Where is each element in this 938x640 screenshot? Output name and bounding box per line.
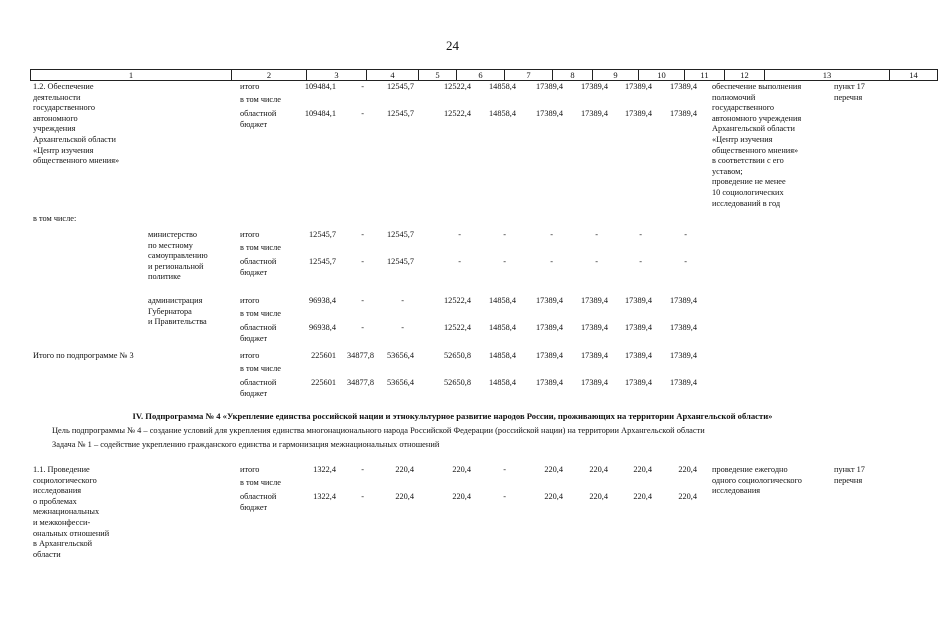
value-itogo: 14858,4 [489, 296, 516, 305]
value-itogo: - [639, 230, 642, 239]
label-itogo: итого [240, 82, 260, 91]
label-budget: бюджет [240, 502, 268, 512]
value-oblastnoy: - [595, 257, 598, 266]
row-1-1-name: о проблемах [33, 496, 77, 506]
value-oblastnoy: 96938,4 [309, 323, 336, 332]
label-v-tom-chisle: в том числе [240, 95, 281, 104]
label-v-tom-chisle: в том числе [240, 364, 281, 373]
value-oblastnoy: 220,4 [678, 492, 697, 501]
administration-name: и Правительства [148, 317, 207, 327]
value-oblastnoy: - [401, 323, 404, 332]
value-oblastnoy: 220,4 [452, 492, 471, 501]
value-oblastnoy: 14858,4 [489, 323, 516, 332]
value-itogo: 53656,4 [387, 351, 414, 360]
value-itogo: - [503, 465, 506, 474]
row-1-2-reference: перечня [834, 92, 863, 102]
value-itogo: 17389,4 [670, 296, 697, 305]
label-oblastnoy: областной [240, 492, 277, 501]
column-header-4: 4 [367, 70, 419, 81]
value-oblastnoy: - [361, 257, 364, 266]
label-v-tom-chisle: в том числе [240, 243, 281, 252]
value-oblastnoy: 17389,4 [625, 109, 652, 118]
value-itogo: - [503, 230, 506, 239]
value-itogo: 17389,4 [581, 351, 608, 360]
row-1-1-name: ональных отношений [33, 528, 110, 538]
subprogram-4-task: Задача № 1 – содействие укреплению гражданского единства и гармонизация межнациональных отношений [52, 440, 440, 449]
row-1-2-name: общественного мнения» [33, 156, 120, 166]
value-oblastnoy: 220,4 [544, 492, 563, 501]
label-itogo: итого [240, 465, 260, 474]
row-1-2-result: исследований в год [712, 198, 781, 208]
value-oblastnoy: - [639, 257, 642, 266]
value-itogo: 17389,4 [670, 82, 697, 91]
value-oblastnoy: 12522,4 [444, 323, 471, 332]
value-oblastnoy: - [458, 257, 461, 266]
in-that-number-label: в том числе: [33, 214, 77, 223]
value-itogo: 1322,4 [313, 465, 336, 474]
value-oblastnoy: 220,4 [395, 492, 414, 501]
label-budget: бюджет [240, 119, 268, 129]
row-1-1-name: 1.1. Проведение [33, 465, 90, 474]
value-itogo: 12522,4 [444, 82, 471, 91]
label-budget: бюджет [240, 267, 268, 277]
column-header-1: 1 [31, 70, 232, 81]
value-itogo: - [361, 465, 364, 474]
label-oblastnoy: областной [240, 257, 277, 266]
value-oblastnoy: - [684, 257, 687, 266]
row-1-2-result: государственного [712, 103, 775, 113]
ministry-name: министерство [148, 230, 198, 239]
value-oblastnoy: - [361, 492, 364, 501]
label-oblastnoy: областной [240, 109, 277, 118]
row-1-1-reference: перечня [834, 475, 863, 485]
value-oblastnoy: 109484,1 [304, 109, 336, 118]
row-1-2-result: обеспечение выполнения [712, 82, 802, 91]
column-header-11: 11 [685, 70, 725, 81]
label-oblastnoy: областной [240, 378, 277, 387]
value-itogo: 17389,4 [536, 351, 563, 360]
value-itogo: 220,4 [633, 465, 652, 474]
row-1-1-name: социологического [33, 475, 97, 485]
row-1-2-result: полномочий [712, 92, 756, 102]
value-itogo: 220,4 [452, 465, 471, 474]
column-header-13: 13 [765, 70, 890, 81]
value-oblastnoy: 14858,4 [489, 109, 516, 118]
row-1-1-name: в Архангельской [33, 539, 93, 549]
row-1-1-result: исследования [712, 486, 761, 496]
column-header-10: 10 [639, 70, 685, 81]
value-itogo: 12545,7 [309, 230, 336, 239]
value-itogo: 220,4 [544, 465, 563, 474]
value-oblastnoy: 14858,4 [489, 378, 516, 387]
administration-name: администрация [148, 296, 203, 305]
value-oblastnoy: 53656,4 [387, 378, 414, 387]
ministry-name: и региональной [148, 261, 204, 271]
value-oblastnoy: 17389,4 [670, 378, 697, 387]
value-oblastnoy: 34877,8 [347, 378, 374, 387]
value-itogo: 17389,4 [625, 296, 652, 305]
subprogram-4-title: IV. Подпрограмма № 4 «Укрепление единства российской нации и этнокультурное развитие народов России, проживающих на территории Архангельской области» [132, 411, 773, 421]
value-oblastnoy: 12522,4 [444, 109, 471, 118]
value-itogo: 17389,4 [536, 82, 563, 91]
value-itogo: 17389,4 [625, 82, 652, 91]
ministry-name: самоуправлению [148, 251, 208, 261]
value-oblastnoy: - [361, 109, 364, 118]
value-itogo: 12522,4 [444, 296, 471, 305]
column-header-3: 3 [307, 70, 367, 81]
value-itogo: 52650,8 [444, 351, 471, 360]
label-itogo: итого [240, 230, 260, 239]
value-itogo: 220,4 [395, 465, 414, 474]
value-itogo: 17389,4 [581, 296, 608, 305]
value-oblastnoy: 17389,4 [581, 109, 608, 118]
value-itogo: 17389,4 [536, 296, 563, 305]
page-number: 24 [446, 38, 459, 53]
value-oblastnoy: 12545,7 [309, 257, 336, 266]
value-itogo: - [361, 296, 364, 305]
column-header-7: 7 [505, 70, 553, 81]
value-itogo: 14858,4 [489, 82, 516, 91]
row-1-2-result: 10 социологических [712, 188, 784, 197]
value-oblastnoy: 17389,4 [670, 323, 697, 332]
value-oblastnoy: 17389,4 [670, 109, 697, 118]
column-number-header [30, 69, 938, 81]
row-1-2-name: автономного [33, 113, 78, 123]
row-1-1-result: проведение ежегодно [712, 465, 788, 474]
row-1-2-result: Архангельской области [712, 124, 795, 134]
label-oblastnoy: областной [240, 323, 277, 332]
row-1-1-name: и межконфесси- [33, 518, 91, 527]
subprogram-3-total-label: Итого по подпрограмме № 3 [33, 351, 134, 360]
value-oblastnoy: - [361, 323, 364, 332]
column-header-14: 14 [890, 70, 938, 81]
row-1-2-name: Архангельской области [33, 135, 116, 144]
value-oblastnoy: 12545,7 [387, 109, 414, 118]
value-itogo: - [401, 296, 404, 305]
value-itogo: 14858,4 [489, 351, 516, 360]
row-1-2-name: 1.2. Обеспечение [33, 82, 94, 91]
value-oblastnoy: 17389,4 [536, 378, 563, 387]
value-itogo: - [684, 230, 687, 239]
value-itogo: 220,4 [589, 465, 608, 474]
ministry-name: по местному [148, 240, 193, 250]
row-1-2-name: «Центр изучения [33, 145, 94, 155]
value-itogo: 34877,8 [347, 351, 374, 360]
value-oblastnoy: - [550, 257, 553, 266]
value-itogo: 17389,4 [625, 351, 652, 360]
row-1-2-result: в соответствии с его [712, 156, 784, 166]
value-oblastnoy: - [503, 492, 506, 501]
row-1-1-name: исследования [33, 486, 82, 496]
value-oblastnoy: 225601 [311, 378, 336, 387]
subprogram-4-goal: Цель подпрограммы № 4 – создание условий для укрепления единства многонационального народа Российской Федерации (российской нации) на территории Архангельской области [52, 426, 705, 435]
value-itogo: 225601 [311, 351, 336, 360]
label-itogo: итого [240, 296, 260, 305]
row-1-2-name: учреждения [33, 124, 76, 134]
value-itogo: 12545,7 [387, 82, 414, 91]
column-header-6: 6 [457, 70, 505, 81]
label-budget: бюджет [240, 388, 268, 398]
value-itogo: - [595, 230, 598, 239]
value-itogo: 220,4 [678, 465, 697, 474]
value-oblastnoy: 17389,4 [581, 378, 608, 387]
column-header-8: 8 [553, 70, 593, 81]
row-1-2-result: проведение не менее [712, 177, 786, 187]
column-header-12: 12 [725, 70, 765, 81]
value-itogo: 17389,4 [670, 351, 697, 360]
column-header-9: 9 [593, 70, 639, 81]
value-itogo: 109484,1 [304, 82, 336, 91]
ministry-name: политике [148, 272, 181, 282]
row-1-2-result: общественного мнения» [712, 145, 799, 155]
row-1-2-result: «Центр изучения [712, 135, 773, 144]
label-v-tom-chisle: в том числе [240, 309, 281, 318]
label-budget: бюджет [240, 333, 268, 343]
value-itogo: - [361, 230, 364, 239]
administration-name: Губернатора [148, 306, 192, 316]
value-itogo: - [550, 230, 553, 239]
value-oblastnoy: 220,4 [589, 492, 608, 501]
value-oblastnoy: - [503, 257, 506, 266]
value-itogo: - [458, 230, 461, 239]
value-oblastnoy: 17389,4 [536, 109, 563, 118]
value-itogo: 17389,4 [581, 82, 608, 91]
value-itogo: 12545,7 [387, 230, 414, 239]
value-oblastnoy: 17389,4 [625, 378, 652, 387]
row-1-1-name: области [33, 549, 61, 559]
label-v-tom-chisle: в том числе [240, 478, 281, 487]
value-oblastnoy: 17389,4 [536, 323, 563, 332]
value-oblastnoy: 1322,4 [313, 492, 336, 501]
value-oblastnoy: 12545,7 [387, 257, 414, 266]
value-oblastnoy: 17389,4 [625, 323, 652, 332]
label-itogo: итого [240, 351, 260, 360]
row-1-2-name: деятельности [33, 92, 81, 102]
row-1-1-name: межнациональных [33, 507, 100, 517]
value-itogo: - [361, 82, 364, 91]
column-header-5: 5 [419, 70, 457, 81]
row-1-1-reference: пункт 17 [834, 465, 865, 474]
row-1-2-result: уставом; [712, 166, 743, 176]
column-header-2: 2 [232, 70, 307, 81]
row-1-1-result: одного социологического [712, 475, 802, 485]
value-oblastnoy: 220,4 [633, 492, 652, 501]
row-1-2-name: государственного [33, 103, 96, 113]
value-oblastnoy: 17389,4 [581, 323, 608, 332]
value-itogo: 96938,4 [309, 296, 336, 305]
row-1-2-reference: пункт 17 [834, 82, 865, 91]
row-1-2-result: автономного учреждения [712, 113, 802, 123]
value-oblastnoy: 52650,8 [444, 378, 471, 387]
